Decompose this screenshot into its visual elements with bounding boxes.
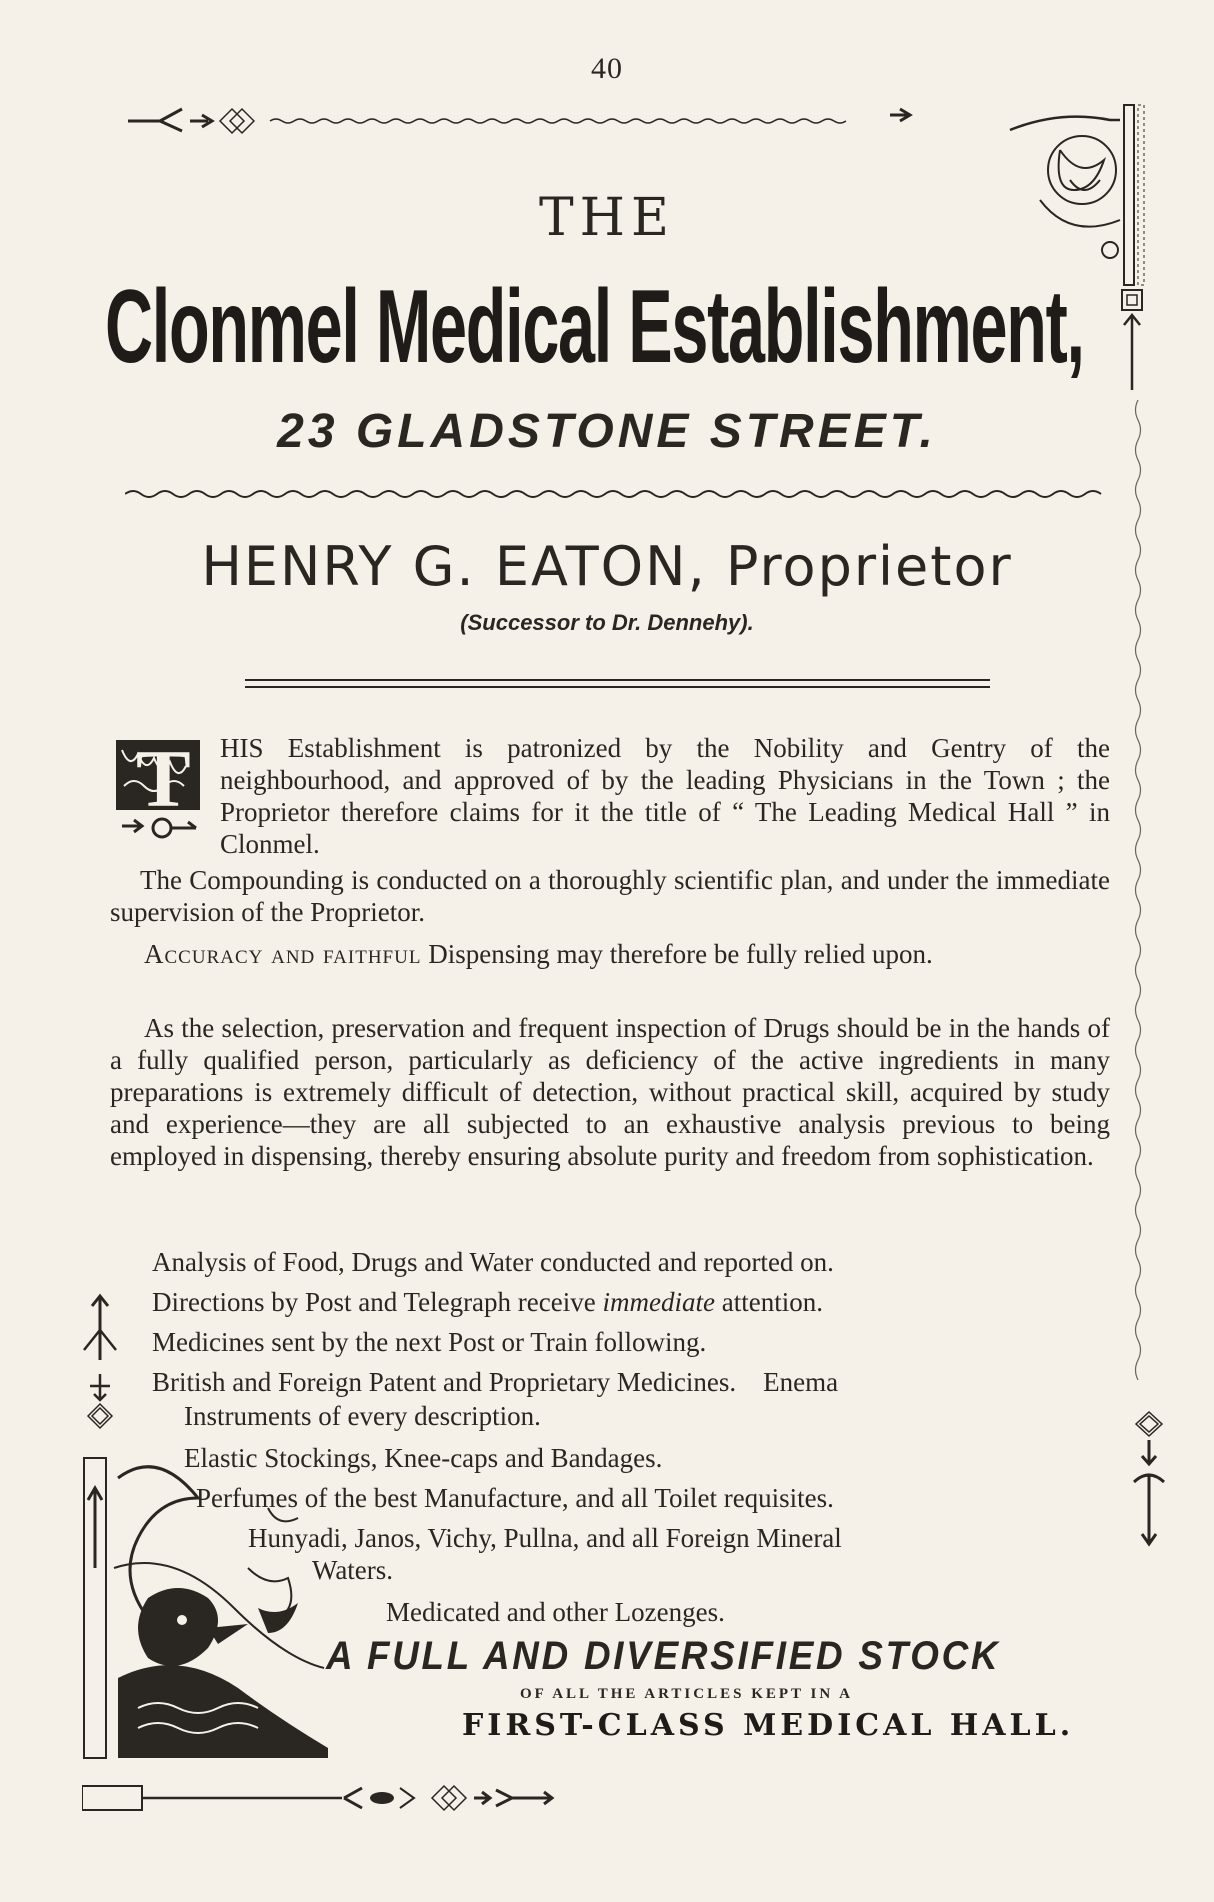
list-item-medicines: Medicines sent by the next Post or Train following. [152,1327,707,1357]
list-item-hunyadi: Hunyadi, Janos, Vichy, Pullna, and all Foreign Mineral [248,1523,842,1553]
heading-the: THE [539,188,675,248]
list-item-perfumes: Perfumes of the best Manufacture, and all Toilet requisites. [196,1483,834,1513]
paragraph-accuracy [110,938,1110,970]
paragraph-selection: As the selection, preservation and frequent inspection of Drugs should be in the hands of a fully qualified person, particularly as deficiency of the active ingredients in many preparations is extremely difficult of detection, without practical skill, acquired by study and experience—they are all subjected to an exhaustive analysis previous to being employed in dispensing, thereby ensuring absolute purity and freedom from sophistication. [110,1013,1110,1171]
directions-text-b: attention. [714,1287,823,1317]
list-item-british: British and Foreign Patent and Proprietary Medicines. Enema [152,1367,839,1397]
directions-emphasis: immediate [602,1287,715,1317]
medical-hall-heading: FIRST-CLASS MEDICAL HALL. [462,1708,1075,1743]
list-item-directions [152,1282,823,1322]
paragraph-intro: HIS Establishment is patronized by the Nobility and Gentry of the neighbourhood, and approved of by the leading Physicians in the Town ; the Proprietor therefore claims for it the title of “ The Leading Medical Hall ” in Clonmel. [220,733,1110,859]
list-item-analysis: Analysis of Food, Drugs and Water conducted and reported on. [152,1247,834,1277]
successor-note: (Successor to Dr. Dennehy). [460,610,754,635]
address: 23 GLADSTONE STREET. [277,405,937,458]
drop-cap [112,733,204,848]
right-side-ornament [1124,1404,1174,1554]
bottom-ornamental-rule [82,1778,582,1818]
top-ornamental-rule [120,95,1150,135]
list-item-instruments: Instruments of every description. [184,1401,541,1431]
page-number: 40 [591,52,623,85]
list-item-lozenges: Medicated and other Lozenges. [386,1597,725,1627]
double-rule [245,678,990,690]
left-side-ornament [70,1290,130,1440]
stock-subheading: OF ALL THE ARTICLES KEPT IN A [520,1686,853,1702]
wavy-divider [125,486,1110,502]
list-item-elastic: Elastic Stockings, Knee-caps and Bandages. [184,1443,663,1473]
stock-heading: A FULL AND DIVERSIFIED STOCK [326,1634,1001,1678]
paragraph-compounding: The Compounding is conducted on a thoroughly scientific plan, and under the immediate supervision of the Proprietor. [110,865,1110,927]
accuracy-smallcaps: Accuracy and faithful [144,939,422,969]
page-title: Clonmel Medical Establishment, [105,269,1084,385]
list-item-waters: Waters. [312,1555,394,1585]
drop-cap-letter: T [136,733,191,824]
proprietor-line: HENRY G. EATON, Proprietor [201,535,1013,598]
accuracy-rest: Dispensing may therefore be fully relied upon. [421,939,933,969]
directions-text-a: Directions by Post and Telegraph receive [152,1287,603,1317]
bird-vignette [78,1448,398,1828]
